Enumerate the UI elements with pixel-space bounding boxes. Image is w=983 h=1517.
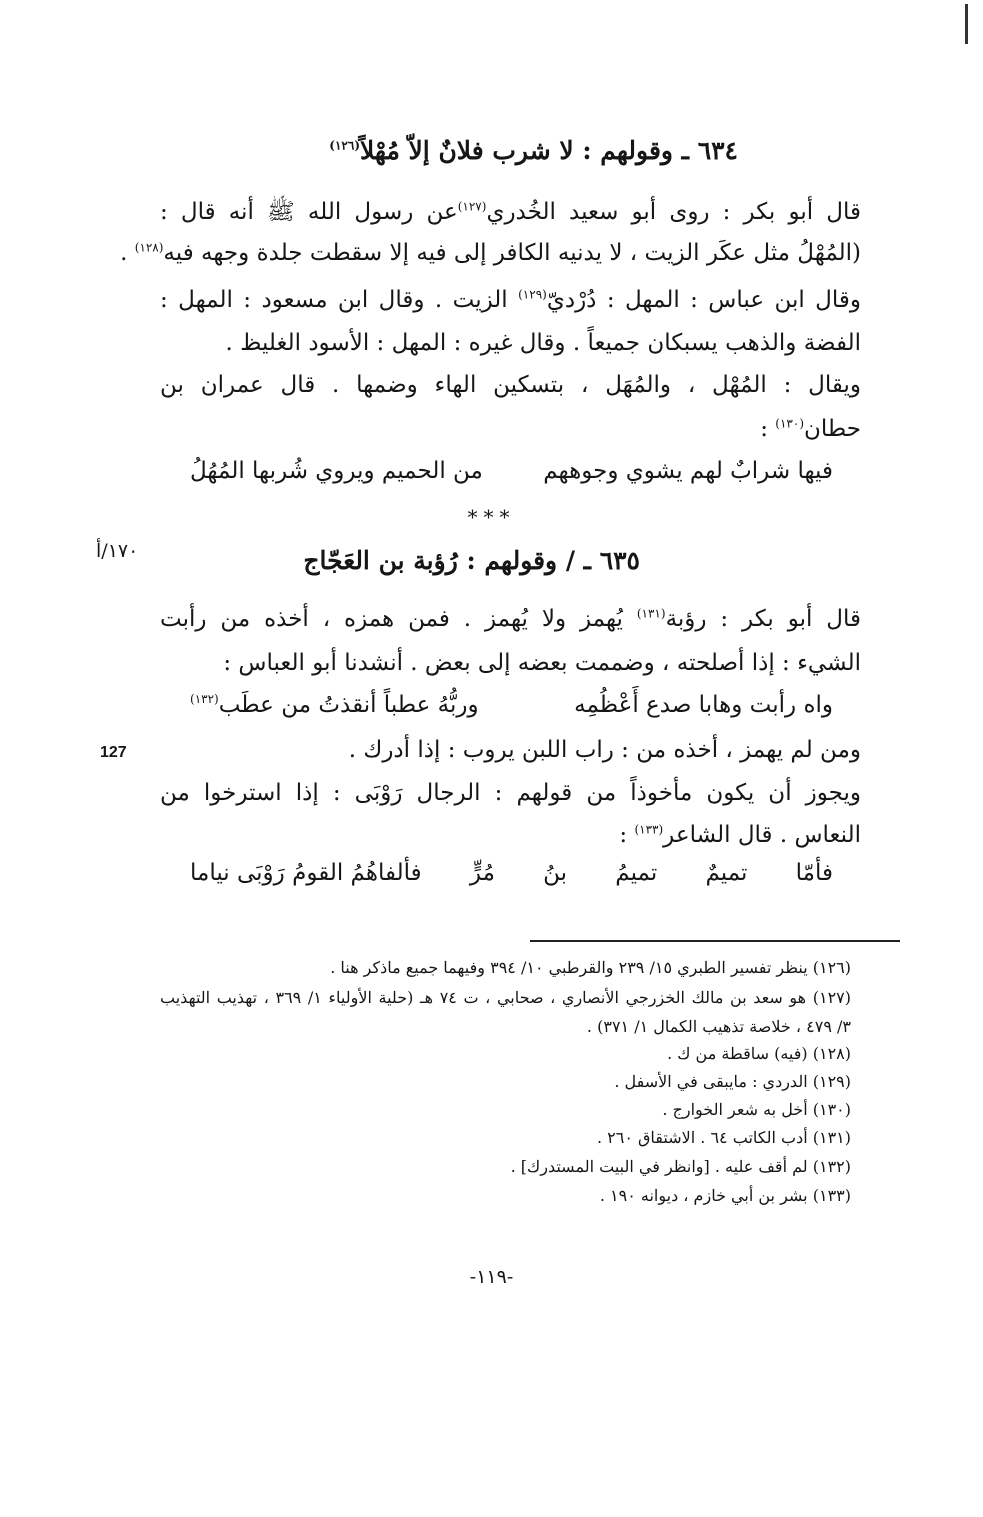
entry-634-title-text: ٦٣٤ ـ وقولهم : لا شرب فلانٌ إلاّ مُهْلاً	[360, 136, 738, 165]
footnote: ٣/ ٤٧٩ ، خلاصة تذهيب الكمال ١/ ٣٧١) .	[586, 1017, 851, 1036]
page-number: -١١٩-	[469, 1266, 514, 1288]
verse-word: فألفاهُمُ القومُ رَوْبَى نياما	[190, 860, 422, 886]
verse-word: فأمّا	[795, 860, 833, 886]
paragraph-line: وقال ابن عباس : المهل : دُرْديّ$^{(١٢٩)}$ الزيت . وقال ابن مسعود : المهل :	[160, 287, 861, 313]
footnote-ref: (١٢٨)	[134, 240, 164, 255]
footnote-ref: (١٢٧)	[457, 199, 487, 214]
entry-634-title	[329, 136, 738, 165]
verse-line	[190, 692, 833, 718]
verse-first-hemistich: فيها شرابٌ لهم يشوي وجوههم	[543, 458, 833, 484]
margin-page-number: 127	[100, 744, 127, 761]
verse-word: بنُ	[543, 860, 568, 886]
verse-second-hemistich: وربُّهُ عطباً أنقذتُ من عطَب(١٣٢)	[190, 692, 479, 718]
verse-second-hemistich: من الحميم ويروي شُربها المُهُلُ	[190, 458, 483, 484]
footnote: (١٢٨) (فيه) ساقطة من ك .	[667, 1044, 851, 1063]
verse-line	[190, 458, 833, 484]
paragraph-line: النعاس . قال الشاعر$^{(١٣٣)}$ :	[619, 822, 861, 848]
paragraph-line: ويقال : المُهْل ، والمُهَل ، بتسكين الهاء وضمها . قال عمران بن	[160, 372, 861, 398]
footnote: (١٢٩) الدردي : مايبقى في الأسفل .	[614, 1072, 851, 1091]
section-separator: ***	[467, 505, 516, 529]
paragraph-line: الفضة والذهب يسبكان جميعاً . وقال غيره : المهل : الأسود الغليظ .	[225, 330, 861, 356]
footnote-ref: (١٢٩)	[518, 287, 547, 302]
verse-word: تميمٌ	[705, 860, 748, 886]
paragraph-line: ويجوز أن يكون مأخوذاً من قولهم : الرجال رَوْبَى : إذا استرخوا من	[160, 780, 861, 806]
paragraph-line: حطان$^{(١٣٠)}$ :	[760, 416, 861, 442]
footnote: (١٢٧) هو سعد بن مالك الخزرجي الأنصاري ، صحابي ، ت ٧٤ هـ (حلية الأولياء ١/ ٣٦٩ ، تهذيب التهذيب	[160, 988, 852, 1007]
footnote-ref: (١٣٢)	[190, 692, 219, 707]
paragraph-line: قال أبو بكر : رؤبة$^{(١٣١)}$ يُهمز ولا يُهمز . فمن همزه ، أخذه من رأبت	[160, 606, 861, 632]
entry-635-title: ٦٣٥ ـ / وقولهم : رُؤبة بن العَجّاج	[303, 546, 640, 575]
paragraph-line: ومن لم يهمز ، أخذه من : راب اللبن يروب : إذا أدرك .	[348, 737, 861, 763]
footnote-ref: (١٣٠)	[775, 416, 805, 431]
footnote-ref: (١٣٣)	[634, 822, 664, 837]
paragraph-line: (المُهْلُ مثل عكَر الزيت ، لا يدنيه الكافر إلى فيه إلا سقطت جلدة وجهه فيه$^{(١٢٨)}$ .	[120, 240, 861, 266]
scan-artifact	[965, 4, 968, 44]
verse-line	[190, 860, 833, 886]
verse-first-hemistich: واه رأبت وهابا صدع أَعْظُمِه	[574, 692, 833, 718]
verse-word: مُرٍّ	[469, 860, 495, 886]
footnote: (١٣٢) لم أقف عليه . [وانظر في البيت المستدرك] .	[510, 1157, 851, 1176]
manuscript-folio-ref: ١٧٠/أ	[96, 540, 139, 562]
footnote-ref: (١٣١)	[636, 606, 666, 621]
paragraph-line: قال أبو بكر : روى أبو سعيد الخُدري$^{(١٢٧)}$عن رسول الله ﷺ أنه قال :	[160, 199, 861, 225]
paragraph-line: الشيء : إذا أصلحته ، وضممت بعضه إلى بعض . أنشدنا أبو العباس :	[223, 650, 861, 676]
footnote: (١٢٦) ينظر تفسير الطبري ١٥/ ٢٣٩ والقرطبي ١٠/ ٣٩٤ وفيهما جميع ماذكر هنا .	[330, 958, 851, 977]
footnote: (١٣٠) أخل به شعر الخوارج .	[662, 1100, 851, 1119]
footnote-ref: (١٢٦)	[329, 138, 360, 153]
verse-word: تميمُ	[615, 860, 658, 886]
footnote: (١٣٣) بشر بن أبي خازم ، ديوانه ١٩٠ .	[599, 1186, 851, 1205]
footnote: (١٣١) أدب الكاتب ٦٤ . الاشتقاق ٢٦٠ .	[596, 1128, 851, 1147]
footnote-divider	[530, 940, 900, 942]
